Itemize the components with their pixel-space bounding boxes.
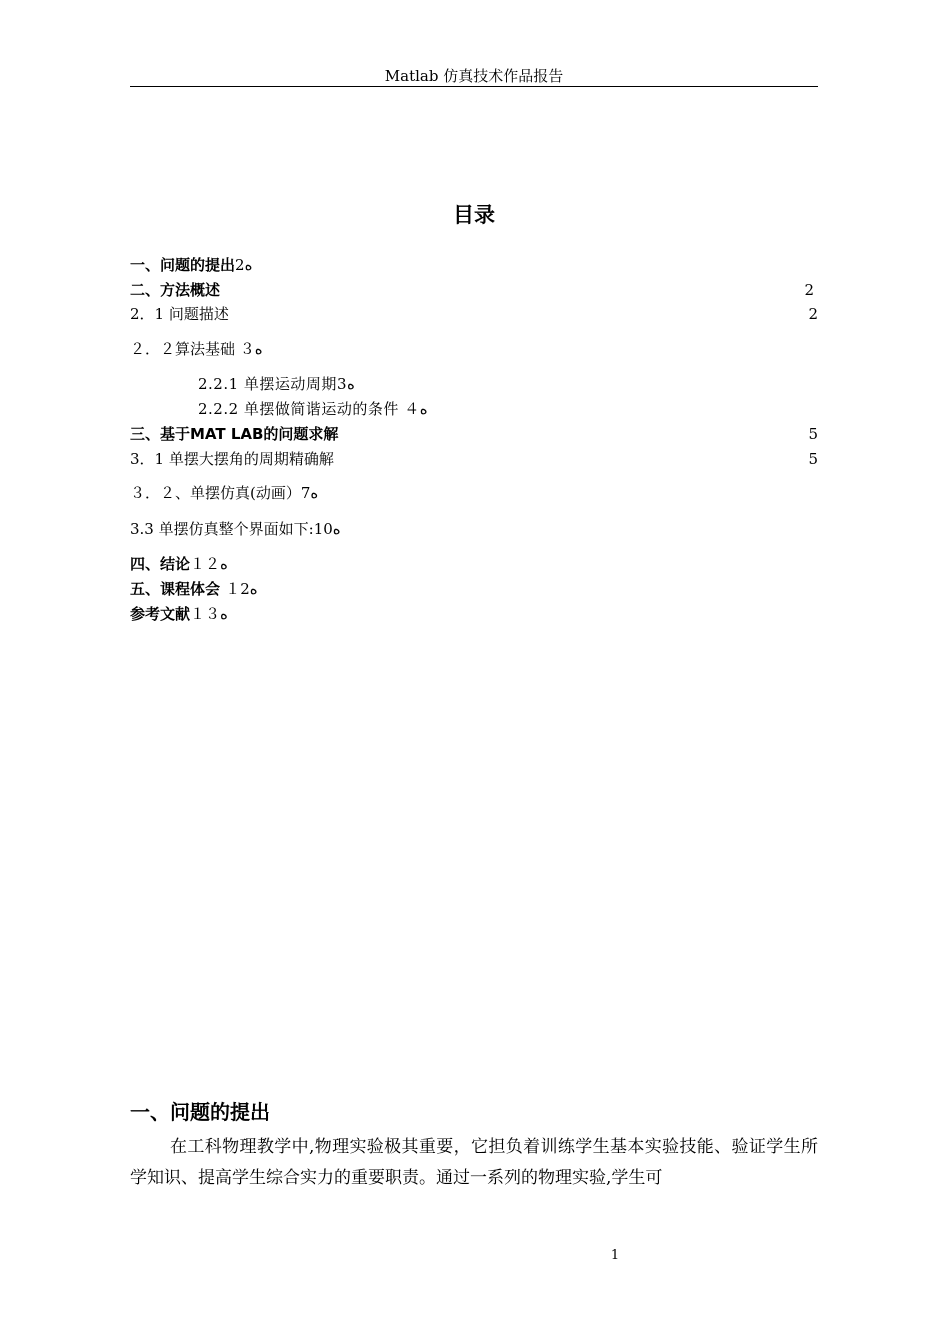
toc-entry-13	[130, 603, 818, 625]
toc-entry-text: 五、课程体会	[130, 580, 226, 598]
toc-entry-page: 3ە	[336, 375, 355, 393]
toc-entry-1	[130, 254, 818, 276]
toc-title: 目录	[453, 203, 495, 227]
toc-entry-10	[130, 518, 818, 540]
toc-entry-text: ３．２、单摆仿真(动画）	[130, 484, 301, 502]
toc-entry-page: 2ە	[235, 256, 253, 274]
toc-entry-page: １２ە	[190, 555, 228, 573]
toc-entry-6	[130, 398, 818, 420]
toc-entry-text: 一、问题的提出	[130, 256, 236, 274]
toc-entry-4	[130, 338, 818, 360]
toc-entry-text: ２．２算法基础	[130, 340, 240, 358]
toc-entry-2	[130, 279, 818, 301]
toc-entry-text: 四、结论	[130, 555, 191, 573]
page-number: 1	[610, 1248, 620, 1263]
header-rule	[130, 86, 818, 87]
toc-entry-page: ４ە	[404, 400, 428, 418]
page-header: Matlab 仿真技术作品报告	[384, 67, 564, 85]
toc-entry-page: 5	[808, 450, 818, 468]
toc-entry-page: １2ە	[225, 580, 258, 598]
toc-entry-9	[130, 482, 818, 504]
section-heading: 一、问题的提出	[130, 1100, 270, 1124]
body-paragraph: 在工科物理教学中,物理实验极其重要，它担负着训练学生基本实验技能、验证学生所学知识、提高学生综合实力的重要职责。通过一系列的物理实验,学生可	[130, 1137, 818, 1188]
toc-entry-text: 2．1 问题描述	[130, 305, 229, 323]
toc-entry-7	[130, 423, 818, 445]
toc-entry-8	[130, 448, 818, 470]
toc-entry-text: 3.3 单摆仿真整个界面如下:	[130, 520, 314, 538]
toc-entry-3	[130, 303, 818, 325]
toc-entry-page: １３ە	[190, 605, 228, 623]
toc-entry-text: 2.2.2 单摆做简谐运动的条件	[198, 400, 405, 418]
toc-entry-text: 3．1 单摆大摆角的周期精确解	[130, 450, 334, 468]
toc-entry-page: 10ە	[313, 520, 341, 538]
toc-entry-page: 2	[808, 305, 818, 323]
toc-entry-text: 2.2.1 单摆运动周期	[198, 375, 337, 393]
toc-entry-text: 参考文献	[130, 605, 191, 623]
toc-entry-page: 2	[804, 281, 814, 299]
toc-entry-page: 5	[808, 425, 818, 443]
toc-entry-11	[130, 553, 818, 575]
toc-entry-5	[130, 373, 818, 395]
toc-entry-12	[130, 578, 818, 600]
toc-entry-page: 7ە	[300, 484, 319, 502]
toc-entry-page: ３ە	[239, 340, 263, 358]
toc-entry-text: 三、基于MAT LAB的问题求解	[130, 425, 339, 443]
toc-entry-text: 二、方法概述	[130, 281, 221, 299]
